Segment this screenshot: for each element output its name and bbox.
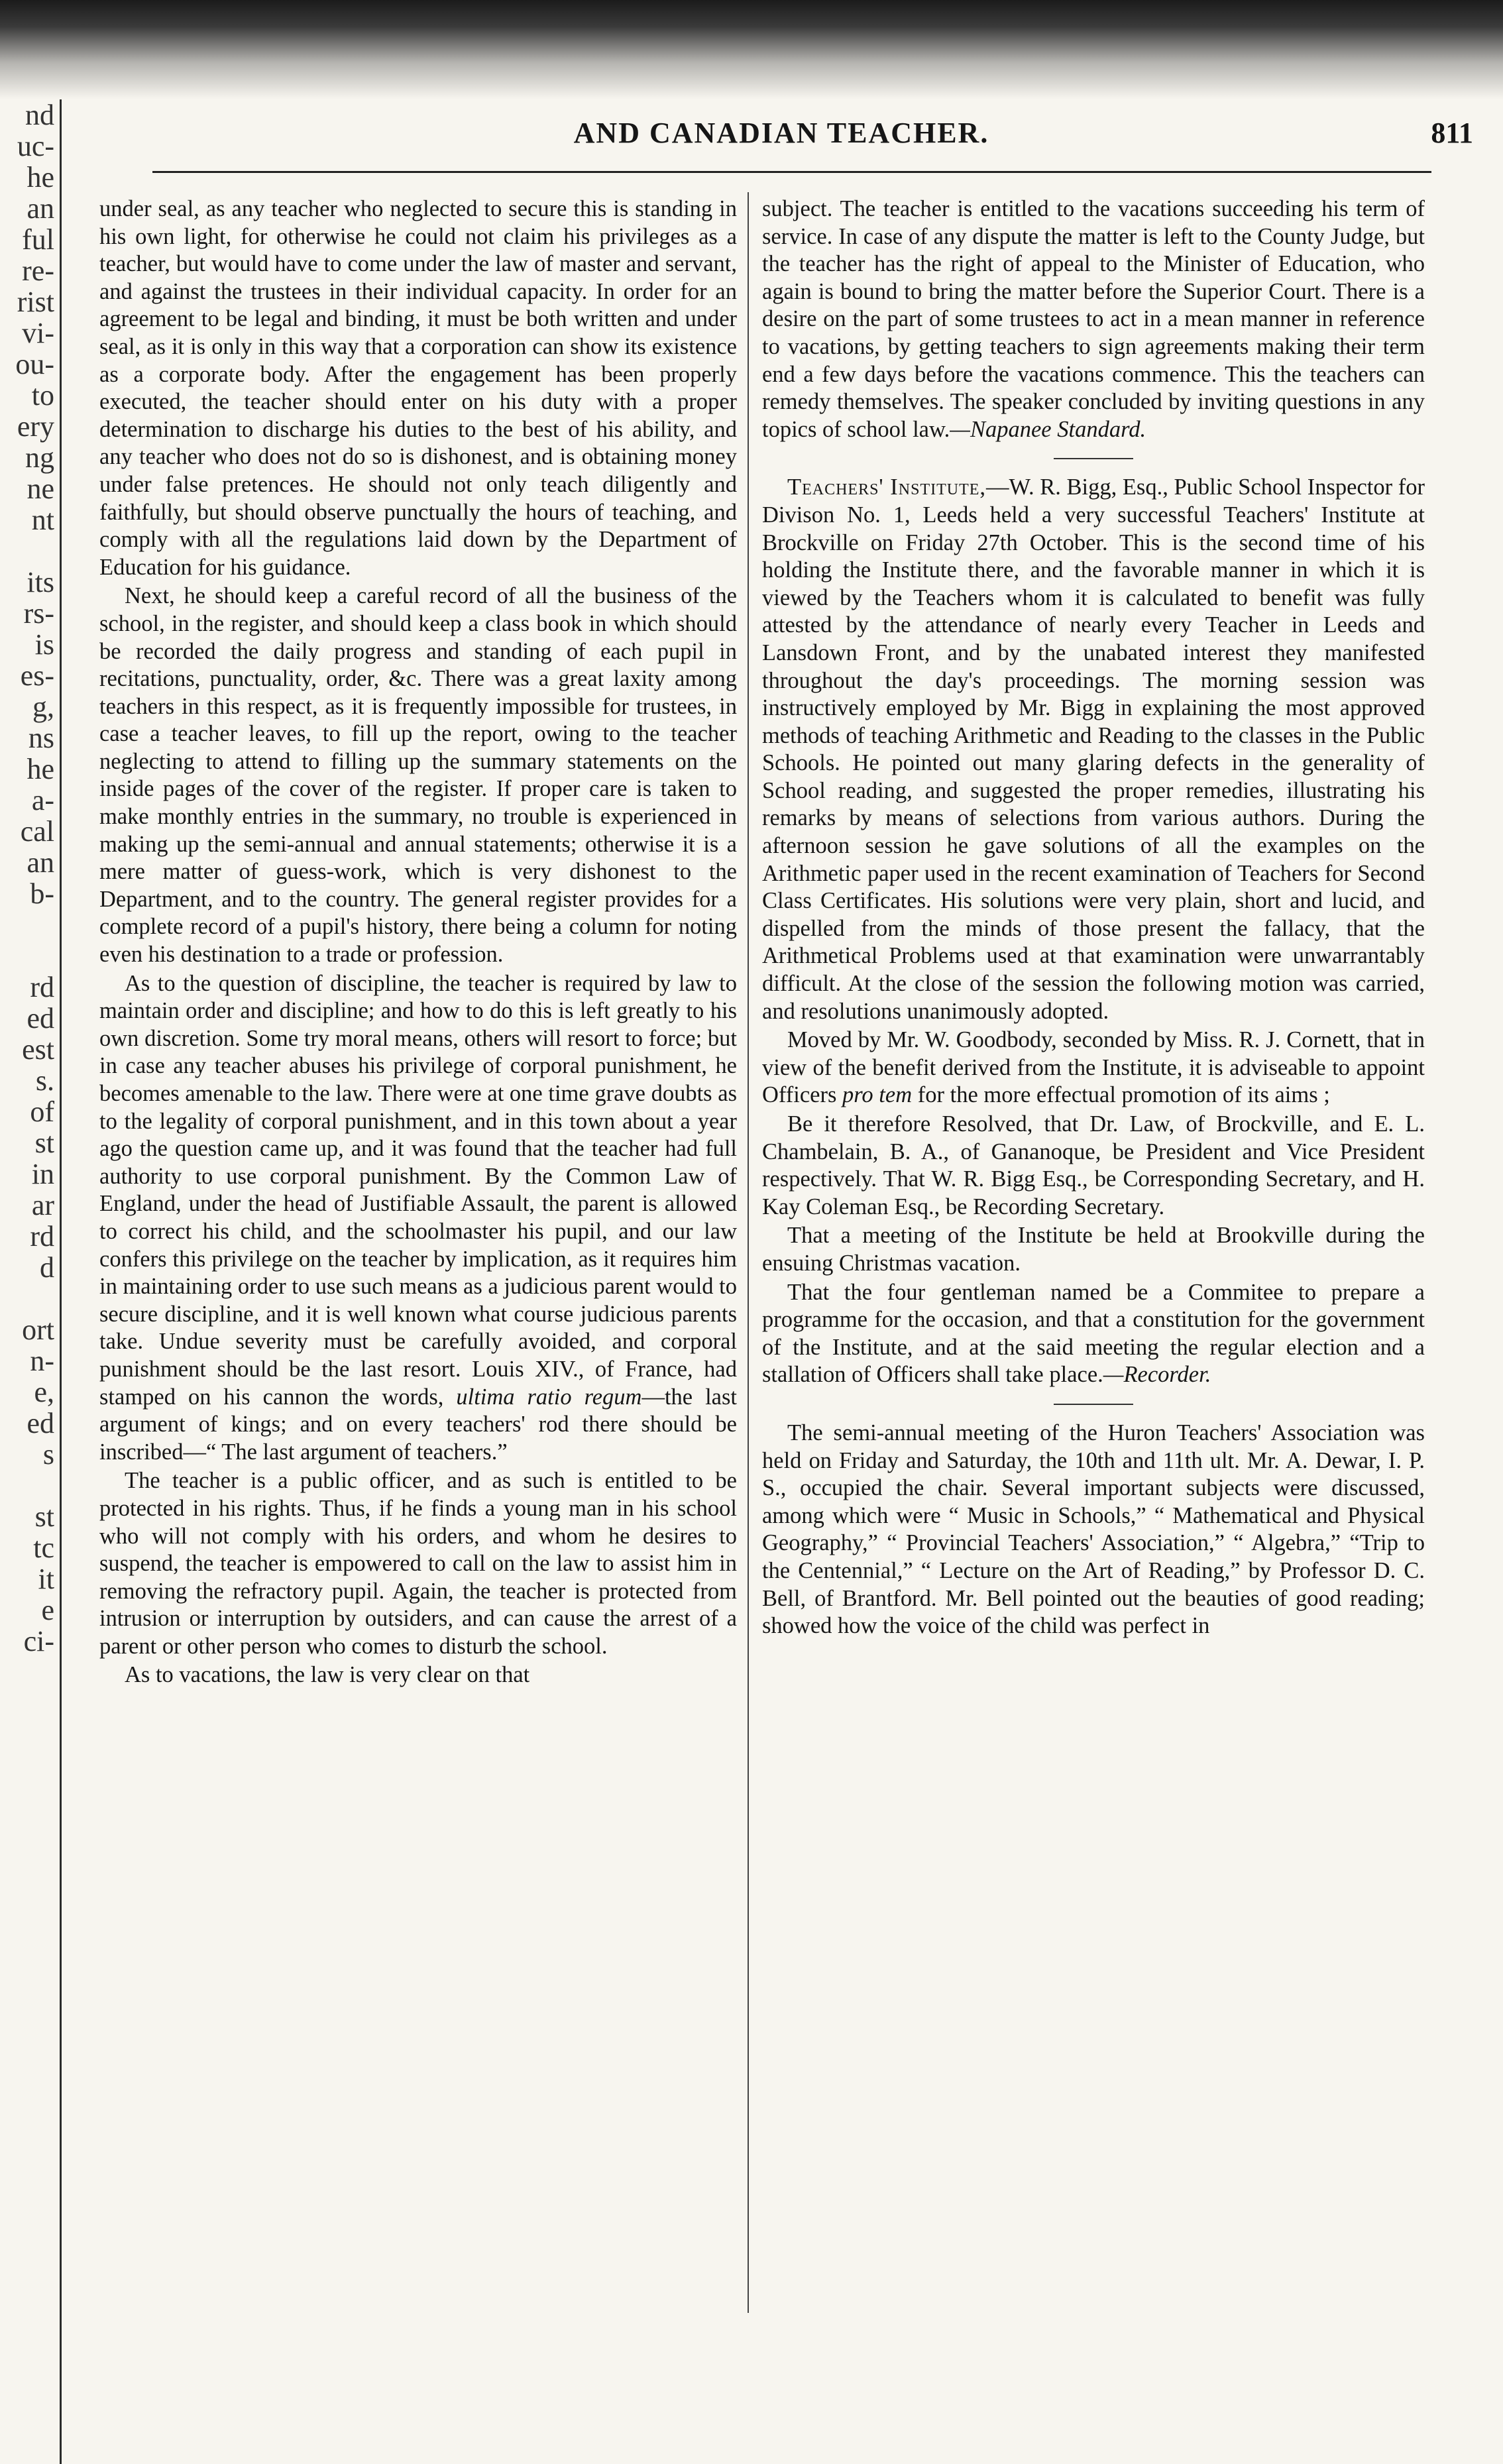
- margin-fragment: st: [34, 1500, 54, 1533]
- discipline-text: As to the question of discipline, the teacher is required by law to maintain order and discipline; and how to do this is left greatly to his own discretion. Some try moral means, others will resort to force; but in case any teacher abuses his privilege of corporal punishment, he becomes amenable to the law. There were at one time grave doubts as to the legality of corporal punishment, and in this town about a year ago the question came up, and it was found that the teacher had full authority to use corporal punishment. By the Common Law of England, under the head of Justifiable Assault, the parent is allowed to correct his child, and the schoolmaster his pupil, and our law confers this privilege on the teacher by implication, as it requires him in maintaining order to use such means as a judicious parent would to secure discipline, and it is well known what course judicious parents take. Undue severity must be carefully avoided, and corporal punishment should be the last resort. Louis XIV., of France, had stamped on his cannon the words,: [99, 970, 737, 1410]
- margin-fragment: rist: [17, 286, 54, 318]
- margin-fragment: its: [27, 566, 54, 598]
- motion-after: for the more effectual promotion of its aims ;: [917, 1082, 1330, 1108]
- margin-fragment: in: [31, 1158, 54, 1190]
- margin-fragment: it: [38, 1563, 54, 1595]
- paragraph-motion: [762, 1027, 1425, 1109]
- paragraph-agreement: under seal, as any teacher who neglected to secure this is standing in his own light, for otherwise he could not claim his privileges as a teacher, but would have to come under the law of master and servant, and against the trustees in their individual capacity. In order for an agreement to be legal and binding, it must be both written and under seal, as it is only in this way that a corporation can show its existence as a corporate body. After the engagement has been properly executed, the teacher should enter on his duty with a proper determination to discharge his duties to the best of his ability, and any teacher who does not do so is dishonest, and is obtaining money under false pretences. He should not only teach diligently and faithfully, but should observe punctually the hours of teaching, and comply with all the regulations laid down by the Department of Education for his guidance.: [99, 196, 737, 580]
- margin-fragment: [0, 535, 60, 567]
- margin-fragment: of: [30, 1095, 54, 1128]
- margin-fragment: ful: [22, 223, 54, 256]
- institute-heading: Teachers' Institute,: [787, 475, 987, 500]
- paragraph-resolution-meeting: That a meeting of the Institute be held at Brookville during the ensuing Christmas vacation.: [762, 1223, 1425, 1276]
- paragraph-discipline: [99, 970, 737, 1467]
- margin-fragment: [0, 1283, 60, 1314]
- institute-text: —W. R. Bigg, Esq., Public School Inspector for Divison No. 1, Leeds held a very successful Teachers' Institute at Brockville on Friday 27th October. This is the second time of his holding the Institute there, and the favorable manner in which it is viewed by the Teachers whom it is calculated to benefit was fully attested by the attendance of nearly every Teacher in Leeds and Lansdown Front, and by the unabated interest they manifested throughout the day's proceedings. The morning session was instructively employed by Mr. Bigg in explaining the most approved methods of teaching Arithmetic and Reading to the classes in the Public Schools. He pointed out many glaring defects in the generality of School reading, and suggested the proper remedies, illustrating his remarks by means of selections from various authors. During the afternoon session he gave solutions of all the examples on the Arithmetic paper used in the recent examination of Teachers for Second Class Certificates. His solutions were very plain, short and lucid, and dispelled from the minds of those present the fallacy, that the Arithmetical Problems used at that examination were unwarrantably difficult. At the close of the session the following motion was carried, and resolutions unanimously adopted.: [762, 475, 1425, 1024]
- margin-fragment: he: [27, 753, 54, 785]
- header-rule: [152, 171, 1431, 173]
- margin-fragment: an: [27, 192, 54, 225]
- scan-shadow-top: [0, 0, 1503, 99]
- motion-italic: pro tem: [842, 1082, 913, 1108]
- margin-fragment: vi-: [22, 317, 54, 349]
- margin-fragment: e: [41, 1594, 54, 1626]
- right-column: [762, 196, 1425, 1642]
- column-divider: [748, 192, 749, 2313]
- section-separator-2: [1054, 1404, 1133, 1405]
- paragraph-huron: The semi-annual meeting of the Huron Teachers' Association was held on Friday and Saturday, the 10th and 11th ult. Mr. A. Dewar, I. P. S., occupied the chair. Several important subjects were discussed, among which were “ Music in Schools,” “ Mathematical and Physical Geography,” “ Provincial Teachers' Association,” “ Algebra,” “Trip to the Centennial,” “ Lecture on the Art of Reading,” by Professor D. C. Bell, of Brantford. Mr. Bell pointed out the beauties of good reading; showed how the voice of the child was perfect in: [762, 1420, 1425, 1639]
- margin-fragment: ed: [27, 1407, 54, 1439]
- margin-fragment: ar: [31, 1189, 54, 1221]
- margin-fragment: tc: [33, 1532, 54, 1564]
- margin-fragment: d: [40, 1251, 54, 1284]
- latin-phrase: ultima ratio regum: [456, 1384, 642, 1410]
- paragraph-vacations: As to vacations, the law is very clear on that: [125, 1662, 530, 1688]
- margin-fragment: rd: [30, 971, 54, 1003]
- running-title: AND CANADIAN TEACHER.: [573, 117, 989, 149]
- margin-fragment: he: [27, 161, 54, 194]
- margin-fragment: ne: [27, 473, 54, 505]
- paragraph-record-keeping: Next, he should keep a careful record of all the business of the school, in the register, and should keep a class book in which should be recorded the daily progress and standing of each pupil in recitations, punctuality, order, &c. There was a great laxity among teachers in this respect, as it is frequently impossible for trustees, in case a teacher leaves, to fill up the report, owing to the teacher neglecting to attend to filling up the summary statements on the inside pages of the cover of the register. If proper care is taken to make monthly entries in the summary, no trouble is experienced in making up the semi-annual and annual statements; otherwise it is a mere matter of guess-work, which is very dishonest to the Department, and to the country. The general register provides for a complete record of a pupil's history, there being a column for noting even his destination to a trade or profession.: [99, 583, 737, 968]
- margin-fragment: ed: [27, 1002, 54, 1035]
- paragraph-committee: [762, 1279, 1425, 1389]
- margin-fragment: es-: [20, 659, 54, 692]
- paragraph-institute: [762, 474, 1425, 1025]
- committee-text: That the four gentleman named be a Commitee to prepare a programme for the occasion, and that a constitution for the government of the Institute, and at the said meeting the regular election and a stallation of Officers shall take place.: [762, 1279, 1425, 1388]
- margin-fragment: g,: [32, 691, 54, 723]
- margin-fragment: to: [31, 379, 54, 412]
- margin-fragment: ort: [22, 1314, 54, 1346]
- margin-fragment: a-: [31, 784, 54, 816]
- margin-fragment: uc-: [17, 130, 54, 162]
- margin-fragment: ng: [25, 441, 54, 474]
- motion-before: Moved by Mr. W. Goodbody, seconded by Miss. R. J. Cornett, that in view of the benefit derived from the Institute, it is adviseable to appoint Officers: [762, 1027, 1425, 1108]
- margin-fragment: cal: [20, 815, 54, 848]
- left-column: [99, 196, 737, 1691]
- margin-fragment: s.: [35, 1064, 54, 1097]
- margin-fragment: rd: [30, 1220, 54, 1253]
- paragraph-vacations-cont: [762, 196, 1425, 443]
- margin-fragment: nd: [25, 99, 54, 131]
- paragraph-resolution-officers: Be it therefore Resolved, that Dr. Law, of Brockville, and E. L. Chambelain, B. A., of Gananoque, be President and Vice President respectively. That W. R. Bigg Esq., be Corresponding Secretary, and H. Kay Coleman Esq., be Recording Secretary.: [762, 1111, 1425, 1219]
- vacation-text: subject. The teacher is entitled to the vacations succeeding his term of service. In case of any dispute the matter is left to the County Judge, but the teacher has the right of appeal to the Minister of Education, who again is bound to bring the matter before the Superior Court. There is a desire on the part of some trustees to act in a mean manner in reference to vacations, by getting teachers to sign agreements making their term end a few days before the vacations commence. This the teachers can remedy themselves. The speaker concluded by inviting questions in any topics of school law.: [762, 196, 1425, 442]
- margin-fragment: b-: [30, 877, 54, 910]
- margin-fragment: e,: [34, 1376, 54, 1408]
- margin-fragment: ou-: [15, 348, 54, 380]
- adjacent-page-margin: [0, 99, 62, 2464]
- margin-fragment: s: [42, 1438, 54, 1471]
- margin-fragment: ns: [28, 722, 54, 754]
- section-separator: [1054, 458, 1133, 459]
- margin-fragment: st: [34, 1127, 54, 1159]
- margin-fragment: est: [22, 1033, 54, 1066]
- margin-fragment: [0, 940, 60, 972]
- latin-tail: —the last argument of kings; and on every teachers' rod there should be inscribed—“ The last argument of teachers.”: [99, 1384, 738, 1465]
- margin-fragment: nt: [31, 504, 54, 536]
- margin-fragment: n-: [30, 1345, 54, 1377]
- margin-fragment: [0, 909, 60, 940]
- page-header: [60, 116, 1503, 162]
- committee-source: —Recorder.: [1103, 1362, 1211, 1388]
- margin-fragment: [0, 1470, 60, 1501]
- margin-fragment: rs-: [23, 597, 54, 630]
- margin-fragment: ery: [17, 410, 54, 443]
- margin-fragment: an: [27, 846, 54, 879]
- margin-fragment: re-: [22, 254, 54, 287]
- margin-fragment: is: [34, 628, 54, 661]
- paragraph-public-officer: The teacher is a public officer, and as such is entitled to be protected in his rights. Thus, if he finds a young man in his school who will not comply with his orders, and whom he desires to suspend, the teacher is empowered to call on the law to assist him in removing the refractory pupil. Again, the teacher is protected from intrusion or interruption by outsiders, and can cause the arrest of a parent or other person who comes to disturb the school.: [99, 1468, 737, 1659]
- page-number: 811: [1431, 117, 1473, 149]
- vacation-source: —Napanee Standard.: [950, 416, 1146, 442]
- margin-fragment: ci-: [23, 1625, 54, 1657]
